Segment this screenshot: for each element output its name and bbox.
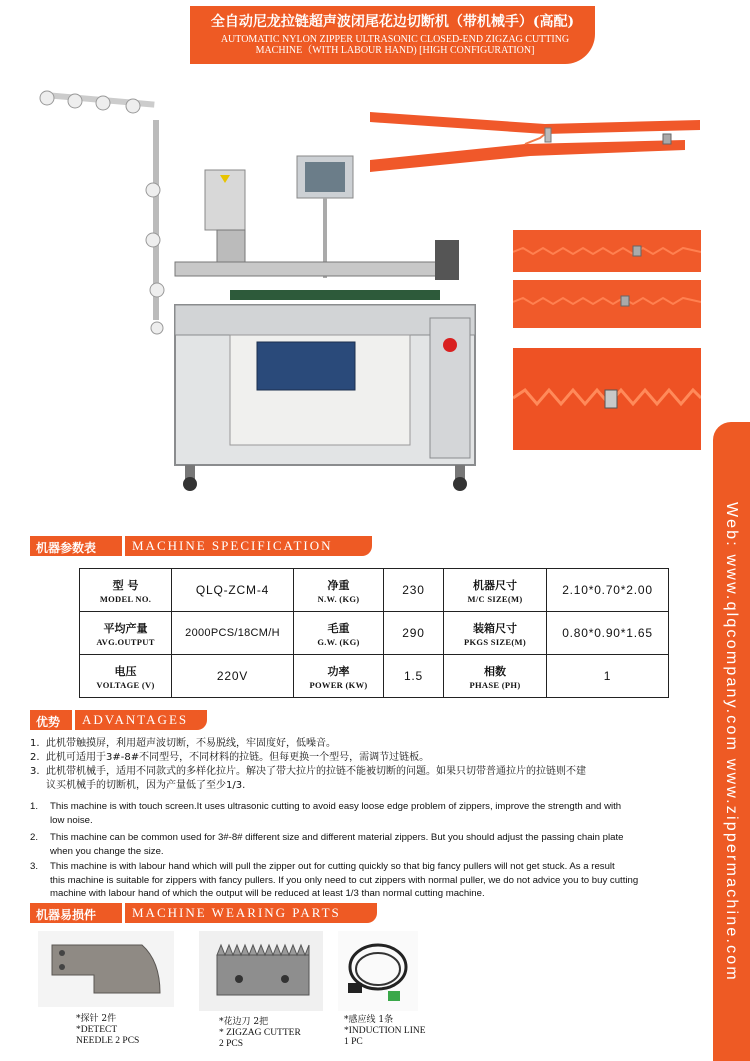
title-chinese: 全自动尼龙拉链超声波闭尾花边切断机（带机械手）(高配): [210, 14, 575, 30]
label-gross-weight: 毛重 G.W. (KG): [294, 612, 384, 655]
list-item: 议买机械手的切断机，因为产量低了至少1/3.: [46, 780, 246, 791]
value-model: QLQ-ZCM-4: [172, 569, 294, 612]
label-pkgs-size: 装箱尺寸 PKGS SIZE(M): [444, 612, 547, 655]
value-gross-weight: 290: [384, 612, 444, 655]
title-english: [205, 34, 585, 56]
spec-title-cn: 机器参数表: [36, 541, 97, 555]
section-separator: [122, 903, 125, 923]
list-item: 1. 此机带触摸屏，利用超声波切断，不易脱线，牢固度好，低噪音。: [30, 738, 336, 749]
list-item: 3. 此机带机械手，适用不同款式的多样化拉片。解决了带大拉片的拉链不能被切断的问题。如果只切带普通拉片的拉链则不建: [30, 766, 586, 777]
label-voltage: 电压 VOLTAGE (V): [80, 655, 172, 698]
value-mc-size: 2.10*0.70*2.00: [547, 569, 669, 612]
value-net-weight: 230: [384, 569, 444, 612]
label-mc-size: 机器尺寸 M/C SIZE(M): [444, 569, 547, 612]
list-item: 1. This machine is with touch screen.It uses ultrasonic cutting to avoid easy loose edge problem of zippers, improve the strength and with low noise.: [30, 801, 622, 826]
value-phase: 1: [547, 655, 669, 698]
part-caption-induction: *感应线 1条 *INDUCTION LINE 1 PC: [344, 1015, 426, 1047]
label-power: 功率 POWER (KW): [294, 655, 384, 698]
zipper-photo-closeup: [513, 348, 701, 450]
label-net-weight: 净重 N.W. (KG): [294, 569, 384, 612]
value-output: 2000PCS/18CM/H: [172, 612, 294, 655]
value-voltage: 220V: [172, 655, 294, 698]
section-separator: [72, 710, 75, 730]
table-row: [80, 569, 669, 612]
list-item: 2. This machine can be common used for 3#-8# different size and different material zippers. But you should adjust the passing chain plate when you change the size.: [30, 832, 624, 857]
part-caption-needle: *探针 2件 *DETECT NEEDLE 2 PCS: [76, 1014, 140, 1046]
spec-table: [79, 568, 669, 698]
spec-title-en: MACHINE SPECIFICATION: [132, 538, 333, 553]
website-text: Web: www.qlqcompany.com www.zippermachine.com: [723, 502, 740, 982]
qlq-logo: [608, 6, 738, 66]
label-output: 平均产量 AVG.OUTPUT: [80, 612, 172, 655]
label-model: 型 号 MODEL NO.: [80, 569, 172, 612]
label-phase: 相数 PHASE (PH): [444, 655, 547, 698]
title-english-line1: AUTOMATIC NYLON ZIPPER ULTRASONIC CLOSED-END ZIGZAG CUTTING: [220, 34, 570, 45]
section-separator: [122, 536, 125, 556]
advantages-list-en: [30, 800, 700, 901]
parts-section-bar: [30, 903, 377, 923]
advantages-section-bar: [30, 710, 207, 730]
list-item: 2. 此机可适用于3#-8#不同型号，不同材料的拉链。但每更换一个型号，需调节过链板。: [30, 752, 430, 763]
detect-needle-photo: [38, 931, 174, 1007]
advantages-title-cn: 优势: [36, 715, 61, 729]
title-english-line2: MACHINE（WITH LABOUR HAND) [HIGH CONFIGURATION]: [255, 45, 535, 56]
table-row: [80, 655, 669, 698]
parts-title-en: MACHINE WEARING PARTS: [132, 905, 341, 920]
zigzag-cutter-photo: [199, 931, 323, 1011]
table-row: [80, 612, 669, 655]
advantages-title-en: ADVANTAGES: [82, 712, 189, 727]
advantages-list-cn: [30, 737, 700, 793]
zipper-photo-cut: [513, 222, 701, 332]
zipper-photo-full: [365, 100, 700, 190]
value-pkgs-size: 0.80*0.90*1.65: [547, 612, 669, 655]
list-item: 3. This machine is with labour hand which will pull the zipper out for cutting quickly so that big fancy pullers will not get stuck. As a result this machine is suitable for zippers with fancy pullers. If you only need to cut zippers with normal puller, we do not advice you to buy cutting machine with labour hand of which the output will be reduced at least 1/3 than normal cutting machine.: [30, 861, 639, 899]
spec-section-bar: [30, 536, 372, 556]
induction-line-photo: [338, 931, 418, 1011]
parts-title-cn: 机器易损件: [36, 908, 97, 922]
value-power: 1.5: [384, 655, 444, 698]
part-caption-cutter: *花边刀 2把 * ZIGZAG CUTTER 2 PCS: [219, 1017, 301, 1049]
